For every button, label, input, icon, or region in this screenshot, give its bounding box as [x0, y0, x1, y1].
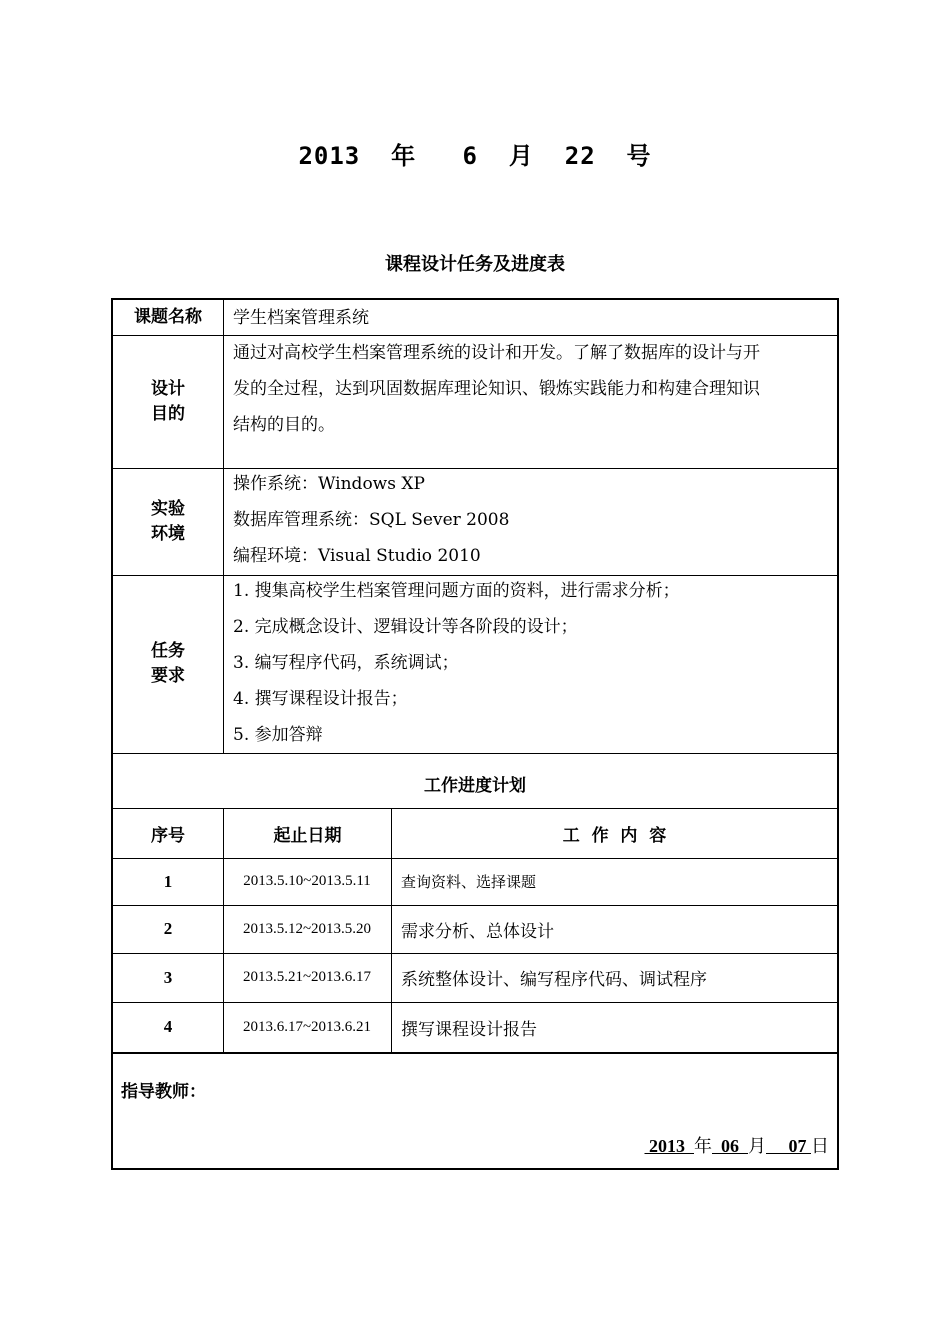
header-dates: 起止日期 — [273, 825, 342, 846]
day-unit: 日 — [811, 1136, 829, 1157]
environment-text: 操作系统：Windows XP 数据库管理系统：SQL Sever 2008 编程环境：Visual Studio 2010 — [233, 474, 510, 566]
schedule-content: 撰写课程设计报告 — [401, 1019, 537, 1040]
schedule-no: 3 — [163, 967, 173, 987]
schedule-dates: 2013.6.17~2013.6.21 — [242, 1018, 372, 1035]
schedule-title: 工作进度计划 — [424, 776, 526, 796]
task-schedule-table — [111, 298, 839, 1170]
schedule-content: 系统整体设计、编写程序代码、调试程序 — [401, 970, 707, 990]
environment-label: 实验 环境 — [151, 498, 185, 544]
schedule-content: 需求分析、总体设计 — [401, 921, 554, 942]
row-divider — [113, 1052, 837, 1054]
list-item: 3. 编写程序代码，系统调试； — [233, 653, 459, 673]
topic-value: 学生档案管理系统 — [233, 308, 369, 328]
list-item: 4. 撰写课程设计报告； — [233, 689, 408, 709]
header-date: 2013 年 6 月 22 号 — [298, 142, 652, 170]
topic-label: 课题名称 — [134, 307, 202, 327]
header-content: 工 作 内 容 — [562, 825, 667, 846]
requirements-label: 任务 要求 — [151, 641, 185, 686]
column-divider — [223, 300, 224, 753]
header-no: 序号 — [151, 825, 185, 846]
sign-date — [645, 1132, 830, 1158]
page-title: 课程设计任务及进度表 — [385, 254, 565, 275]
sign-month: 06 — [712, 1136, 748, 1156]
purpose-label: 设计 目的 — [151, 378, 185, 424]
year-unit: 年 — [694, 1136, 712, 1157]
sign-year: 2013 — [644, 1136, 694, 1156]
month-unit: 月 — [748, 1136, 766, 1157]
list-item: 1. 搜集高校学生档案管理问题方面的资料，进行需求分析； — [233, 581, 680, 601]
schedule-dates: 2013.5.10~2013.5.11 — [243, 873, 371, 889]
schedule-dates: 2013.5.21~2013.6.17 — [242, 969, 372, 985]
schedule-no: 2 — [163, 919, 173, 938]
row-divider — [113, 753, 837, 754]
schedule-dates: 2013.5.12~2013.5.20 — [242, 920, 372, 937]
schedule-no: 1 — [163, 871, 173, 891]
schedule-no: 4 — [163, 1017, 173, 1036]
list-item: 2. 完成概念设计、逻辑设计等各阶段的设计； — [233, 617, 578, 637]
list-item: 5. 参加答辩 — [233, 725, 323, 745]
purpose-text: 通过对高校学生档案管理系统的设计和开发。了解了数据库的设计与开 发的全过程，达到巩固数据库理论知识、锻炼实践能力和构建合理知识 结构的目的。 — [233, 343, 760, 435]
requirements-list — [233, 573, 680, 753]
sign-day: 07 — [766, 1136, 811, 1156]
schedule-content: 查询资料、选择课题 — [401, 873, 537, 891]
advisor-label: 指导教师： — [121, 1082, 206, 1102]
